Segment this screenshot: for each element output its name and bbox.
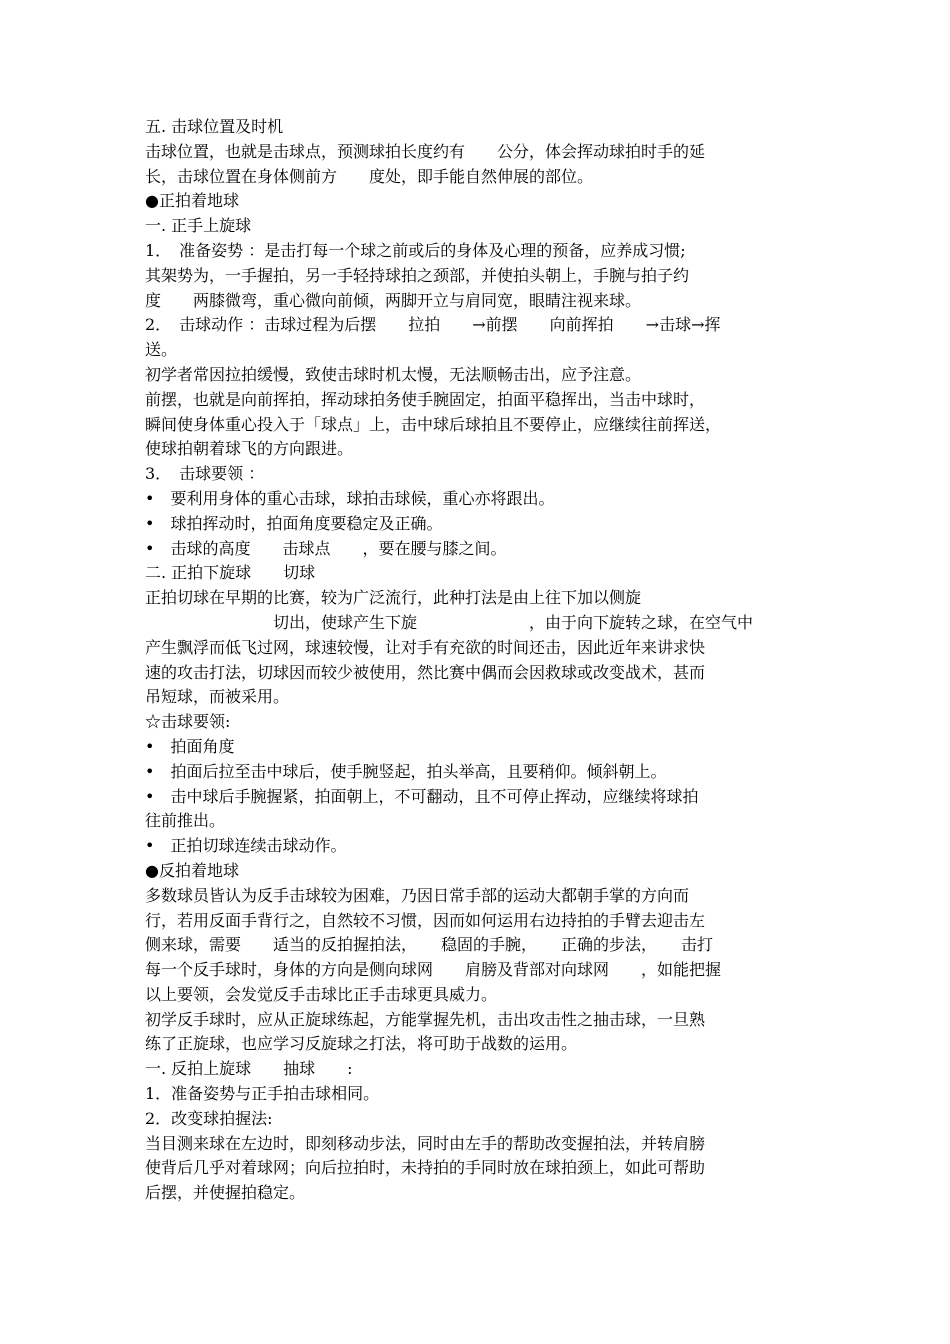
paragraph-line: 其架势为，一手握拍，另一手轻持球拍之颈部，并使拍头朝上，手腕与拍子约 [145, 265, 690, 285]
paragraph-line: 侧来球，需要 适当的反拍握拍法， 稳固的手腕， 正确的步法， 击打 [145, 935, 714, 955]
section-heading-forehand-ground: ●正拍着地球 [145, 191, 239, 211]
paragraph-line: 送。 [145, 340, 178, 360]
paragraph-line: 每一个反手球时，身体的方向是侧向球网 肩膀及背部对向球网 ，如能把握 [145, 960, 722, 980]
paragraph-line: 1． 准备姿势 ：是击打每一个球之前或后的身体及心理的预备，应养成习惯; [145, 240, 686, 260]
paragraph-line: 2． 击球动作 ：击球过程为后摆 拉拍 →前摆 向前挥拍 →击球→挥 [145, 315, 721, 335]
paragraph-line: 后摆，并使握拍稳定。 [145, 1183, 306, 1203]
paragraph-line: 使球拍朝着球飞的方向跟进。 [145, 439, 354, 459]
bullet-item: • 正拍切球连续击球动作。 [145, 836, 347, 856]
paragraph-line: 初学反手球时，应从正旋球练起，方能掌握先机，击出攻击性之抽击球，一旦熟 [145, 1009, 706, 1029]
paragraph-line: 切出，使球产生下旋 ，由于向下旋转之球，在空气中 [145, 612, 754, 632]
paragraph-line: 往前推出。 [145, 811, 226, 831]
bullet-item: • 要利用身体的重心击球，球拍击球候，重心亦将跟出。 [145, 488, 555, 508]
paragraph-line: 长，击球位置在身体侧前方 度处，即手能自然伸展的部位。 [145, 166, 594, 186]
section-heading-hit-position: 五. 击球位置及时机 [145, 117, 284, 136]
paragraph-line: 产生飘浮而低飞过网，球速较慢，让对手有充欲的时间还击，因此近年来讲求快 [145, 637, 706, 657]
document-body [145, 115, 810, 1206]
paragraph-line: 使背后几乎对着球网；向后拉拍时，未持拍的手同时放在球拍颈上，如此可帮助 [145, 1158, 706, 1178]
paragraph-line: 击球位置，也就是击球点，预测球拍长度约有 公分，体会挥动球拍时手的延 [145, 141, 706, 161]
paragraph-line: 练了正旋球，也应学习反旋球之打法，将可助于战数的运用。 [145, 1034, 578, 1054]
section-heading-backhand-ground: ●反拍着地球 [145, 860, 239, 880]
paragraph-line: 行，若用反面手背行之，自然较不习惯，因而如何运用右边持拍的手臂去迎击左 [145, 910, 706, 930]
paragraph-line: 以上要领，会发觉反手击球比正手击球更具威力。 [145, 984, 498, 1004]
paragraph-line: 1．准备姿势与正手拍击球相同。 [145, 1084, 380, 1104]
paragraph-line: 前摆，也就是向前挥拍，挥动球拍务使手腕固定，拍面平稳挥出，当击中球时， [145, 389, 706, 409]
paragraph-line: 吊短球，而被采用。 [145, 687, 290, 707]
paragraph-line: 瞬间使身体重心投入于「球点」上，击中球后球拍且不要停止，应继续往前挥送， [145, 414, 722, 434]
paragraph-line: 初学者常因拉拍缓慢，致使击球时机太慢，无法顺畅击出，应予注意。 [145, 364, 642, 384]
bullet-item: • 拍面后拉至击中球后，使手腕竖起，拍头举高，且要稍仰。倾斜朝上。 [145, 761, 667, 781]
paragraph-line: 当目测来球在左边时，即刻移动步法，同时由左手的帮助改变握拍法，并转肩膀 [145, 1133, 706, 1153]
paragraph-line: 3． 击球要领 ： [145, 464, 265, 484]
bullet-item: • 球拍挥动时，拍面角度要稳定及正确。 [145, 513, 443, 533]
paragraph-line: 正拍切球在早期的比赛，较为广泛流行，此种打法是由上往下加以侧旋 [145, 588, 642, 608]
subheading-key-points: ☆击球要领: [145, 712, 231, 732]
subheading-backhand-topspin: 一. 反拍上旋球 抽球 : [145, 1059, 353, 1079]
paragraph-line: 速的攻击打法，切球因而较少被使用，然比赛中偶而会因救球或改变战术，甚而 [145, 662, 706, 682]
paragraph-line: 多数球员皆认为反手击球较为困难，乃因日常手部的运动大都朝手掌的方向而 [145, 885, 690, 905]
subheading-forehand-topspin: 一. 正手上旋球 [145, 216, 252, 236]
bullet-item: • 击球的高度 击球点 ，要在腰与膝之间。 [145, 538, 507, 558]
bullet-item: • 击中球后手腕握紧，拍面朝上，不可翻动，且不可停止挥动，应继续将球拍 [145, 786, 699, 806]
bullet-item: • 拍面角度 [145, 736, 235, 756]
subheading-forehand-backspin: 二. 正拍下旋球 切球 [145, 563, 316, 583]
paragraph-line: 2．改变球拍握法: [145, 1108, 273, 1128]
paragraph-line: 度 两膝微弯，重心微向前倾，两脚开立与肩同宽，眼睛注视来球。 [145, 290, 642, 310]
